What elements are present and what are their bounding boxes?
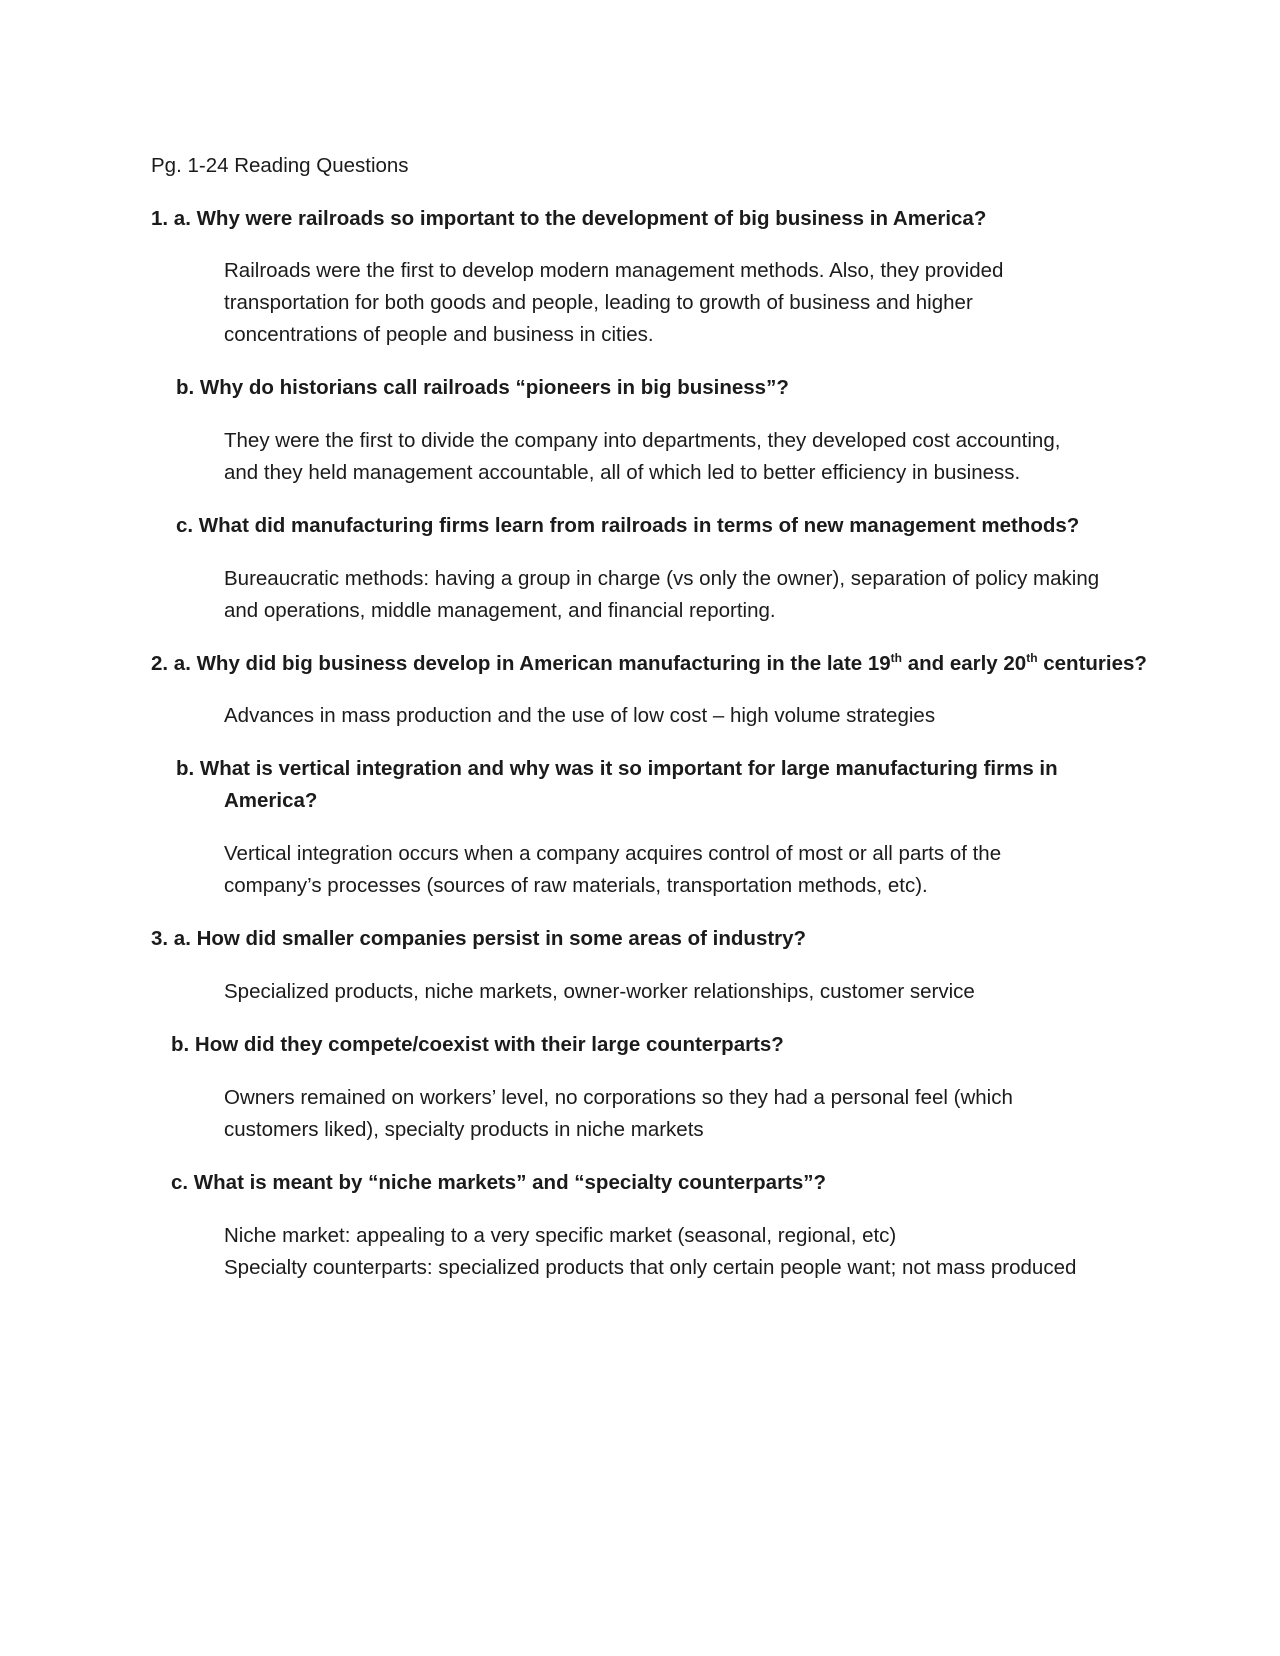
answer-1c-line-1: Bureaucratic methods: having a group in charge (vs only the owner), separation of policy making — [224, 567, 1100, 590]
answer-1c-line-2: and operations, middle management, and financial reporting. — [224, 599, 776, 622]
question-2a — [151, 648, 1147, 680]
answer-3b-line-2: customers liked), specialty products in niche markets — [224, 1118, 704, 1141]
question-1b: b. Why do historians call railroads “pioneers in big business”? — [176, 376, 789, 399]
answer-1a-line-3: concentrations of people and business in cities. — [224, 323, 654, 346]
answer-1a-line-1: Railroads were the first to develop modern management methods. Also, they provided — [224, 259, 1004, 282]
answer-2b-line-1: Vertical integration occurs when a company acquires control of most or all parts of the — [224, 842, 1002, 865]
answer-2a: Advances in mass production and the use of low cost – high volume strategies — [224, 704, 936, 727]
answer-3c-line-2: Specialty counterparts: specialized products that only certain people want; not mass produced — [224, 1256, 1077, 1279]
answer-2b-line-2: company’s processes (sources of raw materials, transportation methods, etc). — [224, 874, 928, 897]
question-2a-part-1: 2. a. Why did big business develop in American manufacturing in the late 19 — [151, 652, 891, 675]
question-2a-sup-1: th — [890, 651, 902, 665]
answer-1b-line-1: They were the first to divide the company into departments, they developed cost accounting, — [224, 429, 1061, 452]
question-1a: 1. a. Why were railroads so important to the development of big business in America? — [151, 207, 987, 230]
question-2a-sup-2: th — [1026, 651, 1038, 665]
question-2b-line-1: b. What is vertical integration and why was it so important for large manufacturing firms in — [176, 757, 1058, 780]
question-2b-line-2: America? — [224, 789, 318, 812]
answer-1a-line-2: transportation for both goods and people, leading to growth of business and higher — [224, 291, 973, 314]
question-3c: c. What is meant by “niche markets” and “specialty counterparts”? — [171, 1171, 827, 1194]
question-2a-part-2: and early 20 — [902, 652, 1027, 675]
document-title: Pg. 1-24 Reading Questions — [151, 154, 409, 177]
answer-3c-line-1: Niche market: appealing to a very specific market (seasonal, regional, etc) — [224, 1224, 897, 1247]
question-2a-part-3: centuries? — [1037, 652, 1147, 675]
answer-3b-line-1: Owners remained on workers’ level, no corporations so they had a personal feel (which — [224, 1086, 1013, 1109]
question-3a: 3. a. How did smaller companies persist in some areas of industry? — [151, 927, 807, 950]
answer-3a: Specialized products, niche markets, owner-worker relationships, customer service — [224, 980, 975, 1003]
question-3b: b. How did they compete/coexist with their large counterparts? — [171, 1033, 784, 1056]
question-1c: c. What did manufacturing firms learn from railroads in terms of new management methods? — [176, 514, 1080, 537]
answer-1b-line-2: and they held management accountable, all of which led to better efficiency in business. — [224, 461, 1021, 484]
